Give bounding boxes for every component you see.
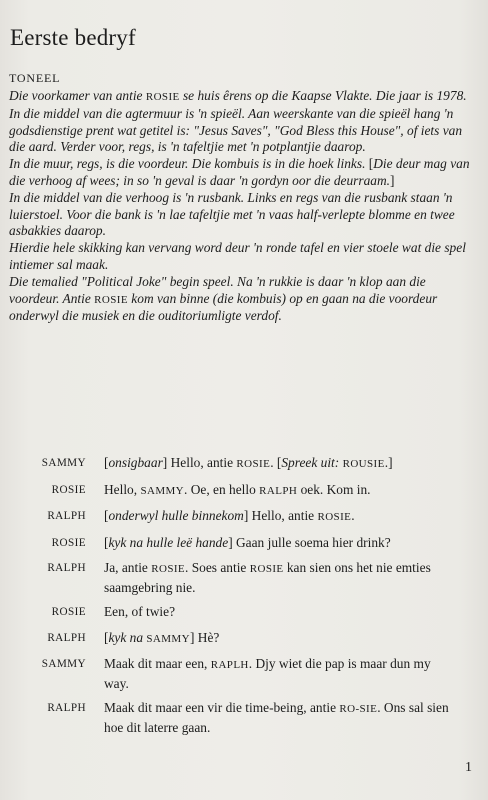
speaker-name: RALPH (47, 702, 86, 714)
speaker-name: SAMMY (41, 457, 86, 469)
speaker-name: SAMMY (41, 658, 86, 670)
act-title: Eerste bedryf (10, 25, 136, 50)
speech-text: Maak dit maar een vir die time-being, antie RO-SIE. Ons sal sien hoe dit laterre gaan. (104, 700, 449, 735)
character-name: ROSIE (94, 293, 128, 306)
dialogue-line (0, 507, 488, 527)
scene-label: TONEEL (9, 71, 61, 85)
speaker-name: ROSIE (51, 483, 86, 496)
speech-text: [onsigbaar] Hello, antie ROSIE. [Spreek uit: ROUSIE.] (104, 455, 393, 470)
stage-paragraph: Die voorkamer van antie ROSIE se huis êrens op die Kaapse Vlakte. Die jaar is 1978. (9, 88, 467, 103)
dialogue-line (0, 559, 488, 596)
character-name: ROSIE (145, 91, 180, 103)
stage-paragraph: Hierdie hele skikking kan vervang word deur 'n ronde tafel en vier stoele wat die spel intiemer sal maak. (9, 240, 466, 272)
speaker-name: RALPH (47, 562, 86, 574)
speech-text: Een, of twie? (104, 604, 176, 619)
dialogue-line (0, 655, 488, 692)
speech-text: [kyk na hulle leë hande] Gaan julle soema hier drink? (104, 534, 391, 550)
stage-paragraph: In die muur, regs, is die voordeur. Die kombuis is in die hoek links. [Die deur mag van die verhoog af wees; in so 'n geval is daar 'n gordyn oor die deurraam.] (9, 156, 470, 188)
dialogue-line (0, 534, 488, 553)
stage-paragraph: Die temalied "Political Joke" begin speel. Na 'n rukkie is daar 'n klop aan die voordeur. Antie ROSIE kom van binne (die kombuis) op en gaan na die voordeur onderwyl die musiek en die ouditoriumligte verdof. (9, 273, 438, 324)
dialogue-line (0, 699, 488, 736)
speaker-name: ROSIE (51, 606, 86, 618)
page-number: 1 (465, 760, 472, 775)
stage-directions (9, 88, 479, 325)
speech-text: [kyk na SAMMY] Hè? (104, 629, 220, 645)
dialogue-line (0, 454, 488, 474)
speaker-name: RALPH (47, 631, 86, 644)
stage-paragraph: In die middel van die verhoog is 'n rusbank. Links en regs van die rusbank staan 'n luierstoel. Voor die bank is 'n lae tafeltjie met 'n vaas half-verlepte blomme en twee asbakkies daarop. (9, 189, 455, 239)
speech-text: Maak dit maar een, RAPLH. Djy wiet die pap is maar dun my way. (104, 656, 431, 691)
dialogue-line (0, 481, 488, 501)
dialogue-line (0, 603, 488, 622)
speech-text: [onderwyl hulle binnekom] Hello, antie ROSIE. (104, 508, 355, 523)
speech-text: Hello, SAMMY. Oe, en hello RALPH oek. Kom in. (104, 481, 371, 497)
dialogue-line (0, 629, 488, 649)
speaker-name: RALPH (47, 510, 86, 522)
speaker-name: ROSIE (51, 536, 86, 549)
stage-paragraph: In die middel van die agtermuur is 'n spieël. Aan weerskante van die spieël hang 'n godsdienstige prent wat getitel is: "Jesus Saves", "God Bless this House", of iets van die aard. Verder voor, regs, is 'n tafeltjie met 'n potplantjie daarop. (9, 105, 463, 155)
speech-text: Ja, antie ROSIE. Soes antie ROSIE kan sien ons het nie emties saamgebring nie. (104, 560, 431, 595)
dialogue-list (0, 454, 488, 743)
